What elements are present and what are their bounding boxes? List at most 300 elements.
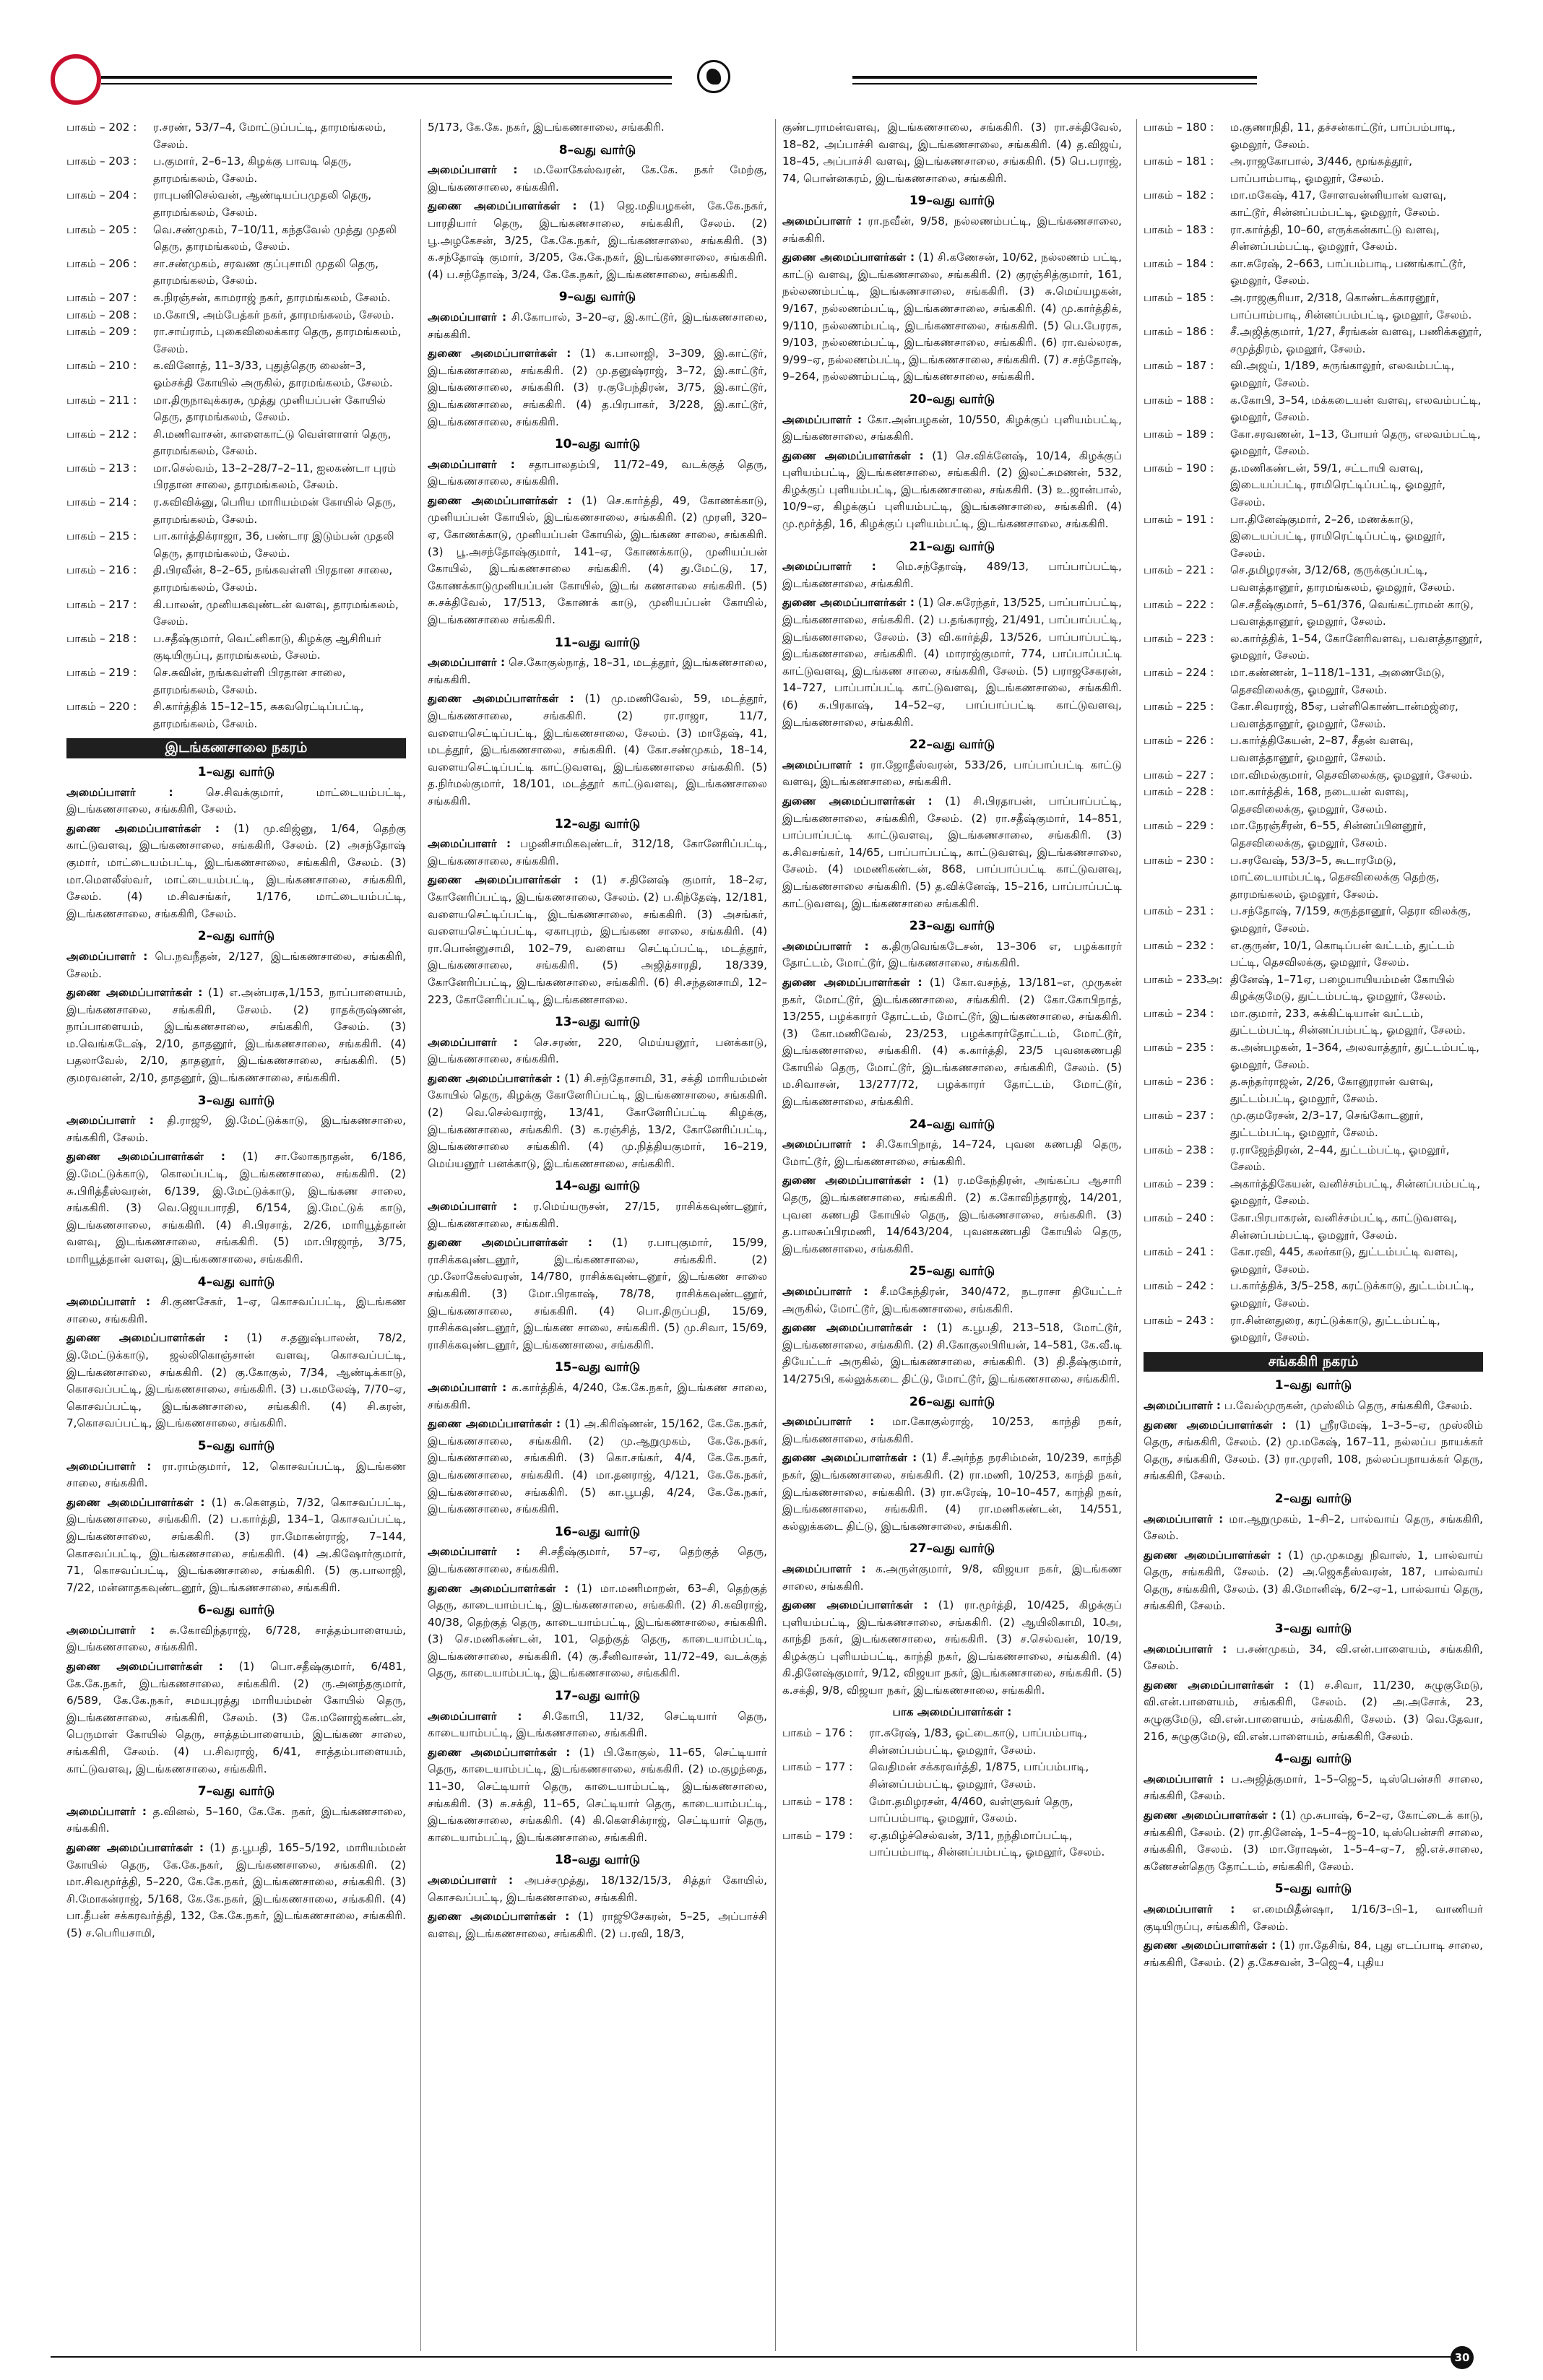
ward-deputies	[1144, 1807, 1483, 1875]
ward-organiser	[782, 213, 1122, 247]
deputies-text: (1) பி.கோகுல், 11–65, செட்டியார் தெரு, காடையாம்பட்டி, இடங்கணசாலை, சங்ககிரி. (2) ம.குழந்தை, 11–30, செட்டியார் தெரு, காடையாம்பட்டி, இடங்கணசாலை, சங்ககிரி. (3) சு.சக்தி, 11–65, செட்டியார் தெரு, காடையாம்பட்டி, இடங்கணசாலை, சங்ககிரி. (4) கி.கௌசிக்ராஜ், செட்டியார் தெரு, காடையாம்பட்டி, இடங்கணசாலை, சங்ககிரி.	[428, 1745, 767, 1844]
organiser-label: அமைப்பாளர் :	[66, 949, 148, 963]
booth-organiser: கோ.சரவணன், 1–13, போயர் தெரு, எலவம்பட்டி, ஓமலூர், சேலம்.	[1230, 427, 1481, 458]
booth-organiser: சி.கார்த்திக் 15–12–15, சுகவரெட்டிப்பட்டி, தாரமங்கலம், சேலம்.	[153, 700, 364, 730]
ward-organiser	[428, 1872, 767, 1906]
ward-heading: 1–வது வார்டு	[1274, 1378, 1352, 1393]
ward-heading: 7–வது வார்டு	[197, 1784, 275, 1799]
header-rule-right	[852, 76, 1257, 79]
booth-entry	[66, 222, 406, 256]
booth-organiser: ர.ராஜேந்திரன், 2–44, துட்டம்பட்டி, ஓமலூர், சேலம்.	[1230, 1143, 1450, 1174]
ward-organiser	[66, 1294, 406, 1328]
deputies-text: (1) எ.அன்பரசு,1/153, நாப்பாளையம், இடங்கணசாலை, சங்ககிரி, சேலம். (2) ராதக்ருஷ்ணன், நாப்பாளையம், இடங்கணசாலை, சங்ககிரி, சேலம். (3) ம.வெங்கடேஷ், 2/10, தாதனூர், இடங்கணசாலை, சங்ககிரி. (4) பதலாவேல், 2/10, தாதனூர், இடங்கணசாலை, சங்ககிரி. (5) குமரவனன், 2/10, தாதனூர், இடங்கணசாலை, சங்ககிரி.	[66, 986, 406, 1085]
organiser-text: செ.சரண், 220, மெய்யனூர், பனக்காடு, இடங்கணசாலை, சங்ககிரி.	[428, 1035, 767, 1066]
booth-label: பாகம் – 188 :	[1144, 393, 1214, 407]
organiser-label: அமைப்பாளர் :	[428, 1035, 518, 1049]
deputies-label: துணை அமைப்பாளர்கள் :	[66, 1495, 205, 1509]
booth-label: பாகம் – 203 :	[66, 155, 137, 168]
ward-heading: 24–வது வார்டு	[909, 1117, 995, 1132]
booth-entry	[1144, 1244, 1483, 1278]
ward-heading: 21–வது வார்டு	[909, 539, 995, 554]
deputies-text: (1) சீ.அர்ந்த நரசிம்மன், 10/239, காந்தி நகர், இடங்கணசாலை, சங்ககிரி. (2) ரா.மணி, 10/253, காந்தி நகர், இடங்கணசாலை, சங்ககிரி. (3) ரா.சுரேஷ், 10–10–457, காந்தி நகர், இடங்கணசாலை, சங்ககிரி. (4) ரா.மணிகண்டன், 14/551, கல்லுக்கடை திட்டு, இடங்கணசாலை, சங்ககிரி.	[782, 1451, 1123, 1533]
ward-heading: 2–வது வார்டு	[1274, 1491, 1352, 1506]
booth-entry	[66, 187, 406, 221]
booth-entry	[66, 426, 406, 460]
ward-deputies	[66, 1330, 406, 1432]
booth-organiser: தினேஷ், 1–71ஏ, பழையாயியம்மன் கோயில் கிழக்குமேடு, துட்டம்பட்டி, ஓமலூர், சேலம்.	[1230, 972, 1455, 1003]
booth-label: பாகம் – 207 :	[66, 290, 137, 304]
ward-deputies	[428, 691, 767, 810]
booth-organiser: மா.மகேஷ், 417, சோளவன்னியான் வளவு, காட்டூர், சின்னப்பம்பட்டி, ஓமலூர், சேலம்.	[1230, 189, 1447, 219]
booth-label: பாகம் – 177 :	[782, 1760, 853, 1774]
organiser-label: அமைப்பாளர் :	[428, 656, 506, 670]
booth-organiser: ப.சதீஷ்குமார், வெட்னிகாடு, கிழக்கு ஆசிரியர் குடியிருப்பு, தாரமங்கலம், சேலம்.	[153, 631, 381, 662]
organiser-label: அமைப்பாளர் :	[428, 310, 507, 324]
booth-organiser: கோ.சிவராஜ், 85ஏ, பள்ளிகொண்டான்மஜ்ரை, பவளத்தானூர், ஓமலூர், சேலம்.	[1230, 700, 1458, 730]
booth-entry	[1144, 1210, 1483, 1244]
ward-heading: 26–வது வார்டு	[909, 1394, 995, 1409]
deputies-text: (1) ராஜூசேகரன், 5–25, அப்பாச்சி வளவு, இடங்கணசாலை, சங்ககிரி. (2) ப.ரவி, 18/3,	[428, 1910, 767, 1940]
organiser-text: மா.ஆறுமுகம், 1–சி–2, பால்வாய் தெரு, சங்ககிரி, சேலம்.	[1144, 1512, 1483, 1543]
booth-entry	[1144, 460, 1483, 511]
organiser-text: த.வினல், 5–160, கே.கே. நகர், இடங்கணசாலை, சங்ககிரி.	[66, 1804, 406, 1835]
deputies-label: துணை அமைப்பாளர்கள் :	[66, 1150, 225, 1164]
ward-deputies	[428, 1580, 767, 1683]
deputies-label: துணை அமைப்பாளர்கள் :	[428, 692, 574, 706]
organiser-label: அமைப்பாளர் :	[782, 412, 863, 426]
ward-organiser	[1144, 1511, 1483, 1545]
booth-label: பாகம் – 243 :	[1144, 1313, 1214, 1327]
booth-entry	[66, 597, 406, 631]
booth-label: பாகம் – 178 :	[782, 1794, 853, 1808]
ward-heading: 16–வது வார்டு	[554, 1524, 641, 1539]
booth-entry	[1144, 665, 1483, 698]
booth-label: பாகம் – 242 :	[1144, 1279, 1214, 1293]
booth-organiser: மு.குமரேசன், 2/3–17, செங்கோடனூர், துட்டம்பட்டி, ஓமலூர், சேலம்.	[1230, 1109, 1424, 1140]
organiser-text: ப.வேல்முருகன், முஸ்லிம் தெரு, சங்ககிரி, சேலம்.	[1224, 1398, 1473, 1412]
deputies-label: துணை அமைப்பாளர்கள் :	[428, 1417, 561, 1431]
booth-organiser: சு.நிரஞ்சன், காமராஜ் நகர், தாரமங்கலம், சேலம்.	[153, 290, 391, 304]
organiser-label: அமைப்பாளர் :	[428, 1545, 521, 1559]
ward-heading: 3–வது வார்டு	[197, 1093, 275, 1108]
booth-entry	[1144, 392, 1483, 426]
ward-heading: 13–வது வார்டு	[554, 1015, 641, 1030]
booth-organiser: மா.கண்ணன், 1–118/1–131, அணைமேடு, தெசவிலைக்கு, ஓமலூர், சேலம்.	[1230, 666, 1445, 696]
booth-organiser: மா.குமார், 233, சுக்கிட்டியான் வட்டம், துட்டம்பட்டி, சின்னப்பம்பட்டி, ஓமலூர், சேலம்.	[1230, 1006, 1466, 1037]
deputies-text: (1) ஜெ.மதியழகன், கே.கே.நகர், பாரதியார் தெரு, இடங்கணசாலை, சங்ககிரி, சேலம். (2) பூ.அழகேசன், 3/25, கே.கே.நகர், இடங்கணசாலை, சங்ககிரி. (3) க.சந்தோஷ் குமார், 3/205, கே.கே.நகர், இடங்கணசாலை, சங்ககிரி. (4) ப.சந்தோஷ், 3/24, கே.கே.நகர், இடங்கணசாலை, சங்ககிரி.	[428, 199, 767, 281]
booth-label: பாகம் – 205 :	[66, 222, 137, 236]
booth-organiser: க.கோபி, 3–54, மக்கடையன் வளவு, எலவம்பட்டி, ஓமலூர், சேலம்.	[1230, 393, 1482, 424]
deputies-label: துணை அமைப்பாளர்கள் :	[1144, 1678, 1289, 1692]
booth-label: பாகம் – 209 :	[66, 325, 137, 339]
organiser-text: மெ.சந்தோஷ், 489/13, பாப்பாப்பட்டி, இடங்கணசாலை, சங்ககிரி.	[782, 560, 1122, 590]
booth-entry	[66, 307, 406, 324]
booth-entry	[66, 256, 406, 290]
booth-label: பாகம் – 217 :	[66, 597, 137, 611]
town-banner: சங்ககிரி நகரம்	[1144, 1352, 1483, 1372]
booth-label: பாகம் – 237 :	[1144, 1109, 1214, 1122]
ward-organiser	[1144, 1641, 1483, 1675]
booth-label: பாகம் – 186 :	[1144, 325, 1214, 339]
ward-organiser	[428, 1708, 767, 1742]
booth-entry	[1144, 1142, 1483, 1176]
organiser-text: பெ.நவநீதன், 2/127, இடங்கணசாலை, சங்ககிரி, சேலம்.	[66, 949, 407, 980]
booth-label: பாகம் – 215 :	[66, 529, 137, 543]
ward-heading: 18–வது வார்டு	[554, 1853, 641, 1868]
booth-organiser: செ.சதீஷ்குமார், 5–61/376, வெங்கட்ராமன் காடு, பவளத்தானூர், ஓமலூர், சேலம்.	[1230, 597, 1474, 628]
ward-heading: 23–வது வார்டு	[909, 919, 995, 934]
booth-entry	[1144, 1039, 1483, 1073]
deputies-text: (1) சி.சந்தோசாமி, 31, சக்தி மாரியம்மன் கோயில் தெரு, கிழக்கு கோனேரிப்பட்டி, இடங்கணசாலை, சங்ககிரி. (2) வெ.செல்வராஜ், 13/41, கோனேரிப்பட்டி கிழக்கு, இடங்கணசாலை, சங்ககிரி. (3) க.ரஞ்சித், 13/2, கோனேரிப்பட்டி, இடங்கணசாலை சங்ககிரி. (4) மு.நித்தியகுமார், 16–219, மெய்யனூர் பனக்காடு, இடங்கணசாலை, சங்ககிரி.	[428, 1071, 768, 1170]
booth-label: பாகம் – 232 :	[1144, 938, 1214, 952]
booth-entry	[1144, 153, 1483, 187]
page-header-rule	[0, 54, 1543, 105]
organiser-text: எ.மைமிதீன்ஷா, 1/16/3–பி–1, வாணியர் குடியிருப்பு, சங்ககிரி, சேலம்.	[1144, 1902, 1484, 1933]
booth-organiser: ல.கார்த்திக், 1–54, கோனேரிவளவு, பவளத்தானூர், ஓமலூர், சேலம்.	[1230, 631, 1483, 662]
booth-entry	[66, 358, 406, 391]
booth-entry	[1144, 1278, 1483, 1312]
deputies-text: (1) க.பூபதி, 213–518, மோட்டூர், இடங்கணசாலை, சங்ககிரி. (2) சி.கோகுலபிரியன், 14–581, கே.வீ.டி தியேட்டர் அருகில், இடங்கணசாலை, சங்ககிரி. (3) தி.தீஷ்குமார், 14/275பி, கல்லுக்கடை திட்டு, மோட்டூர், இடங்கணசாலை, சங்ககிரி.	[782, 1321, 1123, 1385]
ward-deputies	[782, 1172, 1122, 1258]
deputies-label: துணை அமைப்பாளர்கள் :	[66, 1841, 204, 1854]
deputies-text: (1) ர.பாபுகுமார், 15/99, ராசிக்கவுண்டனூர், இடங்கணசாலை, சங்ககிரி. (2) மு.லோகேஸ்வரன், 14/780, ராசிக்கவுண்டனூர், இடங்கண சாலை சங்ககிரி. (3) மோ.பிரகாஷ், 78/78, ராசிக்கவுண்டனூர், இடங்கணசாலை, சங்ககிரி. (4) பொ.திருப்பதி, 15/69, ராசிக்கவுண்டனூர், இடங்கண சாலை, சங்ககிரி. (5) மு.சிவா, 15/69, ராசிக்கவுண்டனூர், இடங்கணசாலை, சங்ககிரி.	[428, 1236, 767, 1351]
organiser-text: அபச்சமுத்து, 18/132/15/3, சித்தர் கோயில், கொசவப்பட்டி, இடங்கணசாலை, சங்ககிரி.	[428, 1874, 768, 1904]
party-emblem-icon	[697, 60, 730, 93]
deputies-text: (1) பொ.சதீஷ்குமார், 6/481, கே.கே.நகர், இடங்கணசாலை, சங்ககிரி. (2) ரு.அனந்தகுமார், 6/589, கே.கே.நகர், சமயபுரத்து மாரியம்மன் கோயில் தெரு, இடங்கணசாலை, சங்ககிரி, சேலம். (3) கே.மனோஜ்கண்டன், பெருமாள் கோயில் தெரு, சாத்தம்பாளையம், இடங்கண சாலை, சங்ககிரி, சேலம். (4) ப.சிவராஜ், 6/41, சாத்தம்பாளையம், காட்டுவளவு, இடங்கணசாலை, சங்ககிரி.	[66, 1660, 406, 1775]
deputies-text: (1) சா.லோகநாதன், 6/186, இ.மேட்டுக்காடு, கொலப்பட்டி, இடங்கணசாலை, சங்ககிரி. (2) சு.பிரித்தீஸ்வரன், 6/139, இ.மேட்டுக்காடு, இடங்கண சாலை, சங்ககிரி. (3) வெ.ஜெயபாரதி, 6/154, இ.மேட்டுக் காடு, இடங்கணசாலை, சங்ககிரி. (4) சி.பிரசாத், 2/26, மாரியூத்தான் வளவு, இடங்கணசாலை, சங்ககிரி. (5) மா.பிரஜாந், 3/75, மாரியூத்தான் வளவு, இடங்கணசாலை, சங்ககிரி.	[66, 1150, 407, 1265]
booth-organiser: ப.சரவேஷ், 53/3–5, கூடாரமேடு, மாட்டையாம்பட்டி, தெசவிலைக்கு தெற்கு, தாரமங்கலம், ஓமலூர், சேலம்.	[1230, 853, 1440, 901]
ward-heading: 15–வது வார்டு	[554, 1360, 641, 1375]
organiser-label: அமைப்பாளர் :	[782, 1562, 866, 1575]
ward-organiser	[428, 162, 767, 196]
booth-organiser: பா.கார்த்திக்ராஜா, 36, பண்டார இடும்பன் முதலி தெரு, தாரமங்கலம், சேலம்.	[153, 529, 394, 560]
ward-heading: 10–வது வார்டு	[554, 437, 641, 452]
booth-label: பாகம் – 191 :	[1144, 512, 1214, 526]
deputies-text: (1) செ.சுரேந்தர், 13/525, பாப்பாப்பட்டி, இடங்கணசாலை, சங்ககிரி. (2) ப.தங்கராஜ், 21/491, பாப்பாப்பட்டி, இடங்கணசாலை, சேலம். (3) வி.கார்த்தி, 13/526, பாப்பாப்பட்டி, இடங்கணசாலை, சங்ககிரி. (4) மாராஜ்குமார், 774, பாப்பாப்பட்டி காட்டுவளவு, இடங்கண சாலை, சங்ககிரி, சேலம். (5) பராஜசேகரன், 14–727, பாப்பாப்பட்டி காட்டுவளவு, இடங்கணசாலை, சங்ககிரி. (6) சு.பிரகாஷ், 14–52–ஏ, பாப்பாப்பட்டி காட்டுவளவு, இடங்கணசாலை, சங்ககிரி.	[782, 596, 1122, 729]
ward-deputies	[66, 1658, 406, 1778]
booth-organiser: ர.கவிவிக்னு, பெரிய மாரியம்மன் கோயில் தெரு, தாரமங்கலம், சேலம்.	[153, 496, 397, 526]
ward-organiser	[782, 1284, 1122, 1317]
booth-organiser: சா.சண்முகம், சரவண குப்புசாமி முதலி தெரு, தாரமங்கலம், சேலம்.	[153, 256, 379, 287]
booth-entry	[1144, 631, 1483, 665]
organiser-label: அமைப்பாளர் :	[1144, 1398, 1222, 1412]
booth-label: பாகம் – 230 :	[1144, 853, 1214, 867]
deputies-text: (1) த.பூபதி, 165–5/192, மாரியம்மன் கோயில் தெரு, கே.கே.நகர், இடங்கணசாலை, சங்ககிரி. (2) மா.சிவமூர்த்தி, 5–220, கே.கே.நகர், இடங்கணசாலை, சங்ககிரி. (3) சி.மோகன்ராஜ், 5/168, கே.கே.நகர், இடங்கணசாலை, சங்ககிரி. (4) பா.தீபன் சக்கரவர்த்தி, 132, கே.கே.நகர், இடங்கணசாலை, சங்ககிரி. (5) ச.பெரியசாமி,	[66, 1841, 407, 1939]
booth-entry	[1144, 426, 1483, 460]
booth-entry	[66, 460, 406, 494]
booth-entry	[1144, 119, 1483, 153]
booth-entry	[66, 631, 406, 665]
deputies-label: துணை அமைப்பாளர்கள் :	[66, 1331, 228, 1345]
booth-entry	[782, 1793, 1122, 1827]
booth-label: பாகம் – 219 :	[66, 666, 137, 679]
booth-label: பாகம் – 210 :	[66, 359, 137, 373]
ward-deputies	[782, 1597, 1122, 1700]
booth-organiser: மா.விமல்குமார், தெசவிலைக்கு, ஓமலூர், சேலம்.	[1230, 768, 1473, 782]
booth-entry	[66, 528, 406, 562]
ward-heading: 2–வது வார்டு	[197, 929, 275, 944]
booth-organiser: ப.சந்தோஷ், 7/159, சுருத்தானூர், தெரா விலக்கு, ஓமலூர், சேலம்.	[1230, 904, 1471, 935]
booth-label: பாகம் – 206 :	[66, 256, 137, 270]
town-banner: இடங்கணசாலை நகரம்	[66, 738, 406, 758]
deputies-label: துணை அமைப்பாளர்கள் :	[782, 1451, 917, 1465]
deputies-label: துணை அமைப்பாளர்கள் :	[428, 493, 572, 507]
booth-entry	[1144, 324, 1483, 358]
ward-organiser	[428, 836, 767, 870]
booth-label: பாகம் – 221 :	[1144, 563, 1214, 577]
deputies-text: (1) ர.மகேந்திரன், அங்கப்ப ஆசாரி தெரு, இடங்கணசாலை, சங்ககிரி. (2) க.கோவிந்தராஜ், 14/201, புவன கணபதி கோயில் தெரு, இடங்கணசாலை, சங்ககிரி. (3) த.பாலசுப்பிரமணி, 14/643/204, புவனகணபதி கோயில் தெரு, இடங்கணசாலை, சங்ககிரி.	[782, 1174, 1122, 1255]
deputies-label: துணை அமைப்பாளர்கள் :	[428, 199, 577, 213]
booth-entry	[66, 494, 406, 528]
organiser-text: சி.கோபால், 3–20–ஏ, இ.காட்டூர், இடங்கணசாலை, சங்ககிரி.	[428, 310, 767, 341]
ward-deputies	[428, 198, 767, 283]
deputies-label: துணை அமைப்பாளர்கள் :	[782, 596, 915, 610]
booth-organiser: அ.ராஜகோபால், 3/446, மூங்கத்தூர், பாப்பாம்பாடி, ஓமலூர், சேலம்.	[1230, 155, 1413, 185]
booth-entry	[66, 153, 406, 187]
ward-deputies	[428, 1744, 767, 1847]
booth-entry	[1144, 903, 1483, 937]
booth-label: பாகம் – 235 :	[1144, 1041, 1214, 1055]
booth-organiser: ஏ.தமிழ்ச்செல்வன், 3/11, நந்திமாப்பட்டி, பாப்பம்பாடி, சின்னப்பம்பட்டி, ஓமலூர், சேலம்.	[869, 1828, 1105, 1859]
booth-entry	[782, 1759, 1122, 1793]
booth-entry	[1144, 972, 1483, 1005]
organiser-label: அமைப்பாளர் :	[66, 1295, 151, 1309]
deputies-text: (1) க.பாலாஜி, 3–309, இ.காட்டூர், இடங்கணசாலை, சங்ககிரி. (2) மு.தனுஷ்ராஜ், 3–72, இ.காட்டூர், இடங்கணசாலை, சங்ககிரி. (3) ர.குபேந்திரன், 3/75, இ.காட்டூர், இடங்கணசாலை, சங்ககிரி. (4) த.பிரபாகர், 3/228, இ.காட்டூர், இடங்கணசாலை, சங்ககிரி.	[428, 347, 768, 428]
booth-organiser: ரா.சாய்ராம், புகைவிலைக்கார தெரு, தாரமங்கலம், சேலம்.	[153, 325, 402, 355]
ward-heading: 17–வது வார்டு	[554, 1689, 641, 1704]
ward-heading: 3–வது வார்டு	[1274, 1622, 1352, 1637]
ward-deputies	[782, 594, 1122, 731]
organiser-text: ரா.ராம்குமார், 12, கொசவப்பட்டி, இடங்கண சாலை, சங்ககிரி.	[66, 1459, 406, 1490]
ward-heading: 4–வது வார்டு	[197, 1274, 275, 1289]
ward-deputies	[66, 1148, 406, 1268]
booth-entry	[1144, 818, 1483, 852]
booth-organiser: ரா.சின்னதுரை, கரட்டுக்காடு, துட்டம்பட்டி, ஓமலூர், சேலம்.	[1230, 1313, 1440, 1344]
organiser-text: க.அருள்குமார், 9/8, விஜயா நகர், இடங்கண சாலை, சங்ககிரி.	[782, 1562, 1123, 1593]
deputies-label: துணை அமைப்பாளர்கள் :	[1144, 1939, 1276, 1952]
ward-organiser	[1144, 1901, 1483, 1935]
deputies-text: (1) மு.முகமது நிவாஸ், 1, பால்வாய் தெரு, சங்ககிரி, சேலம். (2) அ.ஜெகதீஸ்வரன், 187, பால்வாய் தெரு, சங்ககிரி, சேலம். (3) கி.மோனிஷ், 6/2–ஏ–1, பால்வாய் தெரு, சங்ககிரி, சேலம்.	[1144, 1548, 1483, 1613]
booth-label: பாகம் – 238 :	[1144, 1143, 1214, 1156]
organiser-label: அமைப்பாளர் :	[1144, 1512, 1224, 1526]
booth-entry	[1144, 767, 1483, 784]
ward-organiser	[428, 1034, 767, 1068]
ward-organiser	[782, 558, 1122, 592]
booth-entry	[1144, 938, 1483, 972]
booth-label: பாகம் – 228 :	[1144, 785, 1214, 799]
booth-organiser: கோ.ரவி, 445, கலர்காடு, துட்டம்பட்டி வளவு, ஓமலூர், சேலம்.	[1230, 1245, 1458, 1276]
booth-entry	[1144, 597, 1483, 631]
deputies-label: துணை அமைப்பாளர்கள் :	[1144, 1548, 1282, 1562]
deputies-text: (1) அ.கிரிஷ்ணன், 15/162, கே.கே.நகர், இடங்கணசாலை, சங்ககிரி. (2) மு.ஆறுமுகம், கே.கே.நகர், இடங்கணசாலை, சங்ககிரி. (3) கொ.சங்கர், 4/4, கே.கே.நகர், இடங்கணசாலை, சங்ககிரி. (4) மா.தனராஜ், 4/121, கே.கே.நகர், இடங்கணசாலை, சங்ககிரி. (5) கா.பூபதி, 4/24, கே.கே.நகர், இடங்கணசாலை, சங்ககிரி.	[428, 1417, 767, 1516]
ward-heading: 11–வது வார்டு	[554, 635, 641, 650]
ward-heading: 25–வது வார்டு	[909, 1264, 995, 1279]
deputies-label: துணை அமைப்பாளர்கள் :	[1144, 1809, 1277, 1822]
booth-label: பாகம் – 231 :	[1144, 904, 1214, 918]
booth-organiser: ம.கோபி, அம்பேத்கர் நகர், தாரமங்கலம், சேலம்.	[153, 308, 394, 321]
ward-deputies	[66, 821, 406, 923]
ward-deputies	[428, 345, 767, 430]
organiser-text: செ.சிவக்குமார், மாட்டையம்பட்டி, இடங்கணசாலை, சங்ககிரி, சேலம்.	[66, 785, 406, 816]
deputies-label: துணை அமைப்பாளர்கள் :	[782, 1174, 925, 1187]
ward-heading: 20–வது வார்டு	[909, 391, 995, 407]
booth-label: பாகம் – 182 :	[1144, 189, 1214, 202]
ward-organiser	[782, 1414, 1122, 1448]
booth-label: பாகம் – 187 :	[1144, 359, 1214, 373]
booth-organiser: வெதிமன் சக்கரவர்த்தி, 1/875, பாப்பம்பாடி, சின்னப்பம்பட்டி, ஓமலூர், சேலம்.	[869, 1760, 1089, 1791]
booth-organiser: கோ.பிரபாகரன், வனிச்சம்பட்டி, காட்டுவளவு, சின்னப்பம்பட்டி, ஓமலூர், சேலம்.	[1230, 1211, 1457, 1242]
organiser-label: அமைப்பாளர் :	[782, 560, 876, 574]
deputies-text: (1) கோ.வசந்த், 13/181–எ, முருகன் நகர், மோட்டூர், இடங்கணசாலை, சங்ககிரி. (2) கோ.கோபிநாத், 13/255, பழக்காரர் தோட்டம், மோட்டூர், இடங்கணசாலை, சங்ககிரி. (3) கோ.மணிவேல், 23/253, பழக்காரர்தோட்டம், மோட்டூர், இடங்கணசாலை, சங்ககிரி. (4) க.கார்த்தி, 23/5 புவனகணபதி கோயில் தெரு, மோட்டூர், இடங்கணசாலை, சங்ககிரி, சேலம். (5) ம.சிவாசன், 13/277/72, பழக்காரர் தோட்டம், மோட்டூர், இடங்கணசாலை, சங்ககிரி.	[782, 975, 1123, 1109]
ward-heading: 19–வது வார்டு	[909, 194, 995, 209]
booth-organiser: எ.குருண், 10/1, கொடிப்பன் வட்டம், துட்டம் பட்டி, தெசவிலக்கு, ஓமலூர், சேலம்.	[1230, 938, 1455, 969]
deputies-text: (1) மு.விஜ்னு, 1/64, தெற்கு காட்டுவளவு, இடங்கணசாலை, சங்ககிரி, சேலம். (2) அசந்தோஷ் குமார், மாட்டையம்பட்டி, இடங்கணசாலை, சங்ககிரி, சேலம். (3) மா.மௌலீஸ்வர், மாட்டையம்பட்டி, இடங்கணசாலை, சங்ககிரி, சேலம். (4) ம.சிவசங்கர், 1/176, மாட்டையம்பட்டி, இடங்கணசாலை, சங்ககிரி, சேலம்.	[66, 821, 406, 920]
organiser-text: சு.கோவிந்தராஜ், 6/728, சாத்தம்பாளையம், இடங்கணசாலை, சங்ககிரி.	[66, 1623, 406, 1654]
organiser-text: கோ.அன்பழகன், 10/550, கிழக்குப் புளியம்பட்டி, இடங்கணசாலை, சங்ககிரி.	[782, 412, 1122, 443]
booth-entry	[1144, 1107, 1483, 1141]
organiser-label: அமைப்பாளர் :	[1144, 1902, 1235, 1916]
organiser-label: அமைப்பாளர் :	[1144, 1642, 1227, 1656]
continued-text: 5/173, கே.கே. நகர், இடங்கணசாலை, சங்ககிரி.	[428, 121, 665, 134]
booth-label: பாகம் – 189 :	[1144, 427, 1214, 441]
booth-label: பாகம் – 216 :	[66, 563, 137, 577]
deputies-text: (1) சு.கௌதம், 7/32, கொசவப்பட்டி, இடங்கணசாலை, சங்ககிரி. (2) ப.கார்த்தி, 134–1, கொசவப்பட்டி, இடங்கணசாலை, சங்ககிரி. (3) ரா.மோகன்ராஜ், 7–144, கொசவப்பட்டி, இடங்கணசாலை, சங்ககிரி. (4) அ.கிஷோர்குமார், 71, கொசவப்பட்டி, இடங்கணசாலை, சங்ககிரி. (5) கு.பாலாஜி, 7/22, மன்னாதகவுண்டனூர், இடங்கணசாலை, சங்ககிரி.	[66, 1495, 406, 1594]
organiser-label: அமைப்பாளர் :	[782, 1415, 875, 1429]
booth-entry	[1144, 1073, 1483, 1107]
ward-deputies	[1144, 1937, 1483, 1971]
booth-label: பாகம் – 176 :	[782, 1726, 853, 1740]
ward-organiser	[428, 1380, 767, 1414]
ward-deputies	[1144, 1547, 1483, 1615]
column-divider	[420, 119, 421, 2351]
ward-organiser	[1144, 1398, 1483, 1415]
organiser-text: க.திருவெங்கடேசன், 13–306 எ, பழக்காரர் தோட்டம், மோட்டூர், இடங்கணசாலை, சங்ககிரி.	[782, 939, 1123, 970]
booth-organiser: த.சுந்தர்ராஜன், 2/26, கோனூரான் வளவு, துட்டம்பட்டி, ஓமலூர், சேலம்.	[1230, 1075, 1434, 1105]
booth-label: பாகம் – 213 :	[66, 461, 137, 475]
booth-label: பாகம் – 214 :	[66, 496, 137, 509]
organiser-label: அமைப்பாளர் :	[66, 1459, 152, 1473]
ward-deputies	[782, 793, 1122, 912]
ward-organiser	[428, 654, 767, 688]
booth-label: பாகம் – 208 :	[66, 308, 137, 321]
organiser-label: அமைப்பாளர் :	[66, 1623, 155, 1637]
booth-organiser: ரா.கார்த்தி, 10–60, எருக்கன்காட்டு வளவு, சின்னப்பம்பட்டி, ஓமலூர், சேலம்.	[1230, 222, 1440, 254]
booth-entry	[1144, 1312, 1483, 1346]
booth-label: பாகம் – 183 :	[1144, 222, 1214, 236]
ward-heading: 6–வது வார்டு	[197, 1603, 275, 1618]
booth-organiser: அகார்த்திகேயன், வனிச்சம்பட்டி, சின்னப்பம்பட்டி, ஓமலூர், சேலம்.	[1230, 1177, 1481, 1208]
ward-heading: 5–வது வார்டு	[1274, 1882, 1352, 1897]
deputies-label: துணை அமைப்பாளர்கள் :	[428, 1910, 570, 1924]
ward-deputies	[428, 493, 767, 629]
deputies-label: துணை அமைப்பாளர்கள் :	[782, 1598, 928, 1612]
ward-heading: 12–வது வார்டு	[554, 816, 641, 831]
booth-organiser: சி.மணிவாசன், காளைகாட்டு வெள்ளாளர் தெரு, தாரமங்கலம், சேலம்.	[153, 427, 392, 458]
organiser-text: பழனிசாமிகவுண்டர், 312/18, கோனேரிப்பட்டி, இடங்கணசாலை, சங்ககிரி.	[428, 837, 768, 867]
ward-deputies	[66, 1840, 406, 1942]
booth-entry	[66, 324, 406, 358]
organiser-label: அமைப்பாளர் :	[782, 214, 863, 228]
ward-organiser	[66, 1622, 406, 1656]
ward-organiser	[66, 948, 406, 982]
ward-organiser	[782, 412, 1122, 446]
column-divider	[1136, 119, 1137, 2351]
organiser-label: அமைப்பாளர் :	[782, 758, 864, 771]
ward-deputies	[428, 1416, 767, 1518]
organiser-text: சி.குணசேகர், 1–ஏ, கொசவப்பட்டி, இடங்கண சாலை, சங்ககிரி.	[66, 1295, 406, 1325]
ward-organiser	[66, 1458, 406, 1492]
continued-text: குண்டராமன்வளவு, இடங்கணசாலை, சங்ககிரி. (3) ரா.சக்திவேல், 18–82, அப்பாச்சி வளவு, இடங்கணசாலை, சங்ககிரி. (4) த.விஜய், 18–45, அப்பாச்சி வளவு, இடங்கணசாலை, சங்ககிரி. (5) பெ.பராஜ், 74, பொன்னகரம், இடங்கணசாலை, சங்ககிரி.	[782, 121, 1122, 185]
booth-organiser: பா.தினேஷ்குமார், 2–26, மணக்காடு, இடையப்பட்டி, ராமிரெட்டிப்பட்டி, ஓமலூர், சேலம்.	[1230, 512, 1446, 560]
organiser-label: அமைப்பாளர் :	[66, 1114, 154, 1128]
deputies-text: (1) ச.தனுஷ்பாலன், 78/2, இ.மேட்டுக்காடு, ஜல்லிகொஞ்சான் வளவு, கொசவப்பட்டி, இடங்கணசாலை, சங்ககிரி. (2) கு.கோகுல், 7/34, ஆண்டிக்காடு, கொசவப்பட்டி, இடங்கணசாலை, சங்ககிரி. (3) ப.கமலேஷ், 7/70–ஏ, கொசவப்பட்டி, இடங்கணசாலை, சங்ககிரி. (4) சி.கரன், 7,கொசவப்பட்டி, இடங்கணசாலை, சங்ககிரி.	[66, 1331, 406, 1430]
booth-label: பாகம் – 229 :	[1144, 819, 1214, 833]
page-number: 30	[1451, 2346, 1474, 2369]
ward-organiser	[66, 1112, 406, 1146]
deputies-label: துணை அமைப்பாளர்கள் :	[782, 1321, 928, 1335]
ward-deputies	[782, 448, 1122, 533]
column-2	[428, 119, 767, 1944]
organiser-label: அமைப்பாளர் :	[428, 1380, 507, 1394]
booth-organisers-heading: பாக அமைப்பாளர்கள் :	[892, 1705, 1012, 1718]
booth-organiser: ம.குணாநிதி, 11, தச்சன்காட்டூர், பாப்பம்பாடி, ஓமலூர், சேலம்.	[1230, 121, 1456, 151]
deputies-text: (1) ரா.தேசிங், 84, புது எடப்பாடி சாலை, சங்ககிரி, சேலம். (2) த.கேசவன், 3–ஜெ–4, புதிய	[1144, 1939, 1483, 1969]
organiser-label: அமைப்பாளர் :	[782, 1138, 866, 1151]
booth-organiser: ப.குமார், 2–6–13, கிழக்கு பாவடி தெரு, தாரமங்கலம், சேலம்.	[153, 155, 352, 185]
deputies-text: (1) மு.சுபாஷ், 6–2–ஏ, கோட்டைக் காடு, சங்ககிரி, சேலம். (2) ரா.தினேஷ், 1–5–4–ஜ–10, டிஸ்பென்சரி சாலை, சங்ககிரி, சேலம். (3) மா.ரோஷன், 1–5–4–ஏ–7, ஜி.எச்.சாலை, கணேசன்தெரு தோட்டம், சங்ககிரி, சேலம்.	[1144, 1809, 1484, 1873]
ward-deputies	[66, 985, 406, 1087]
column-1	[66, 119, 406, 1944]
organiser-label: அமைப்பாளர் :	[428, 837, 511, 851]
booth-label: பாகம் – 224 :	[1144, 666, 1214, 679]
deputies-text: (1) மு.மணிவேல், 59, மடத்தூர், இடங்கணசாலை, சங்ககிரி. (2) ரா.ராஜா, 11/7, வளையசெட்டிப்பட்டி, இடங்கணசாலை, சேலம். (3) மாதேஷ், 41, மடத்தூர், இடங்கணசாலை, சங்ககிரி. (4) கோ.சண்முகம், 18–14, வளையசெட்டிப்பட்டி காட்டுவளவு, இடங்கணசாலை சங்ககிரி. (5) த.நிர்மல்குமார், 18/101, மடத்தூர் காட்டுவளவு, இடங்கணசாலை சங்ககிரி.	[428, 692, 768, 808]
organiser-text: க.கார்த்திக், 4/240, கே.கே.நகர், இடங்கண சாலை, சங்ககிரி.	[428, 1380, 768, 1411]
header-circle-ornament	[51, 54, 101, 105]
booth-organiser: மா.செல்வம், 13–2–28/7–2–11, ஐலகண்டா புரம் பிரதான சாலை, தாரமங்கலம், சேலம்.	[153, 461, 397, 492]
booth-label: பாகம் – 202 :	[66, 121, 137, 134]
booth-organiser: த.மணிகண்டன், 59/1, சட்டாயி வளவு, இடையப்பட்டி, ராமிரெட்டிப்பட்டி, ஓமலூர், சேலம்.	[1230, 461, 1446, 509]
booth-organiser: ரா.சுரேஷ், 1/83, ஓட்டைகாடு, பாப்பம்பாடி, சின்னப்பம்பட்டி, ஓமலூர், சேலம்.	[869, 1726, 1087, 1757]
ward-deputies	[782, 974, 1122, 1111]
booth-organiser: ர.சரண், 53/7–4, மோட்டுப்பட்டி, தாரமங்கலம், சேலம்.	[153, 121, 386, 151]
organiser-label: அமைப்பாளர் :	[428, 1709, 522, 1723]
booth-organiser: மா.திருநாவுக்கரசு, முத்து முனியப்பன் கோயில் தெரு, தாரமங்கலம், சேலம்.	[153, 393, 386, 424]
ward-deputies	[1144, 1417, 1483, 1485]
footer-rule	[51, 2356, 1466, 2358]
booth-label: பாகம் – 179 :	[782, 1828, 853, 1842]
ward-organiser	[428, 309, 767, 343]
organiser-text: ர.மெய்யருசன், 27/15, ராசிக்கவுண்டனூர், இடங்கணசாலை, சங்ககிரி.	[428, 1200, 768, 1230]
booth-organiser: மோ.தமிழரசன், 4/460, வள்ளுவர் தெரு, பாப்பம்பாடி, ஓமலூர், சேலம்.	[869, 1794, 1073, 1825]
booth-label: பாகம் – 222 :	[1144, 597, 1214, 611]
organiser-text: ரா.ஜோதீஸ்வரன், 533/26, பாப்பாப்பட்டி காட்டு வளவு, இடங்கணசாலை, சங்ககிரி.	[782, 758, 1123, 789]
deputies-text: (1) ரா.மூர்த்தி, 10/425, கிழக்குப் புளியம்பட்டி, இடங்கணசாலை, சங்ககிரி. (2) ஆயிலிகாமி, 10அ, காந்தி நகர், இடங்கணசாலை, சங்ககிரி. (3) ச.செல்வன், 10/19, கிழக்குப் புளியம்பட்டி, காந்தி நகர், இடங்கணசாலை, சங்ககிரி. (4) கி.தினேஷ்குமார், 9/12, விஜயா நகர், இடங்கணசாலை, சங்ககிரி. (5) க.சக்தி, 9/8, விஜயா நகர், இடங்கணசாலை, சங்ககிரி.	[782, 1598, 1123, 1697]
booth-entry	[1144, 784, 1483, 818]
deputies-label: துணை அமைப்பாளர்கள் :	[428, 1745, 571, 1759]
deputies-label: துணை அமைப்பாளர்கள் :	[782, 794, 933, 808]
booth-label: பாகம் – 226 :	[1144, 734, 1214, 748]
ward-organiser	[428, 456, 767, 490]
ward-organiser	[782, 1561, 1122, 1595]
deputies-text: (1) சி.பிரதாபன், பாப்பாப்பட்டி, இடங்கணசாலை, சங்ககிரி, சேலம். (2) ரா.சதீஷ்குமார், 14–851, பாப்பாப்பட்டி காட்டுவளவு, இடங்கணசாலை, சங்ககிரி. (3) க.சிவசங்கர், 14/65, பாப்பாப்பட்டி, காட்டுவளவு, இடங்கணசாலை, சேலம். (4) மமணிகண்டன், 868, பாப்பாப்பட்டி காட்டுவளவு, இடங்கணசாலை சங்ககிரி. (5) த.விக்னேஷ், 15–216, பாப்பாப்பட்டி காட்டுவளவு, இடங்கணசாலை சங்ககிரி.	[782, 794, 1123, 910]
ward-organiser	[782, 757, 1122, 791]
ward-deputies	[782, 1450, 1122, 1535]
organiser-label: அமைப்பாளர் :	[782, 939, 869, 953]
booth-entry	[1144, 698, 1483, 732]
deputies-text: (1) செ.விக்னேஷ், 10/14, கிழக்குப் புளியம்பட்டி, இடங்கணசாலை, சங்ககிரி. (2) இலட்சுமணன், 532, கிழக்குப் புளியம்பட்டி, இடங்கணசாலை, சங்ககிரி. (3) உ.ஜான்பால், 10/9–ஏ, கிழக்குப் புளியம்பட்டி, இடங்கணசாலை, சங்ககிரி. (4) மு.மூர்த்தி, 16, கிழக்குப் புளியம்பட்டி, இடங்கணசாலை, சங்ககிரி.	[782, 449, 1123, 531]
deputies-label: துணை அமைப்பாளர்கள் :	[428, 1071, 561, 1085]
organiser-text: சி.சதீஷ்குமார், 57–ஏ, தெற்குத் தெரு, இடங்கணசாலை, சங்ககிரி.	[428, 1545, 767, 1575]
